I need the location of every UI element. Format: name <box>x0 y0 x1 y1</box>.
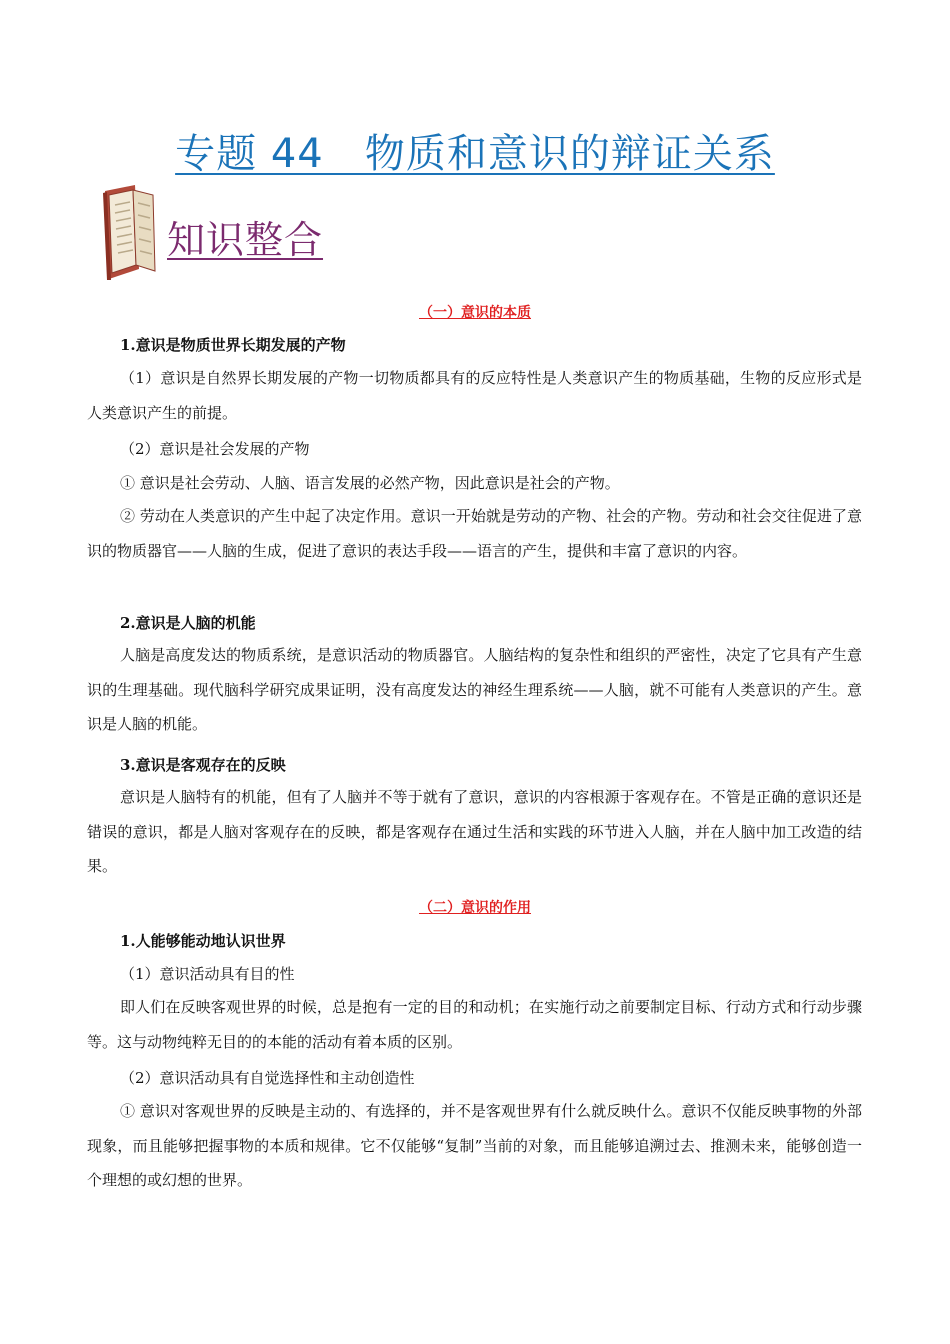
section-heading: （一）意识的本质 <box>419 305 531 321</box>
paragraph: 意识是人脑特有的机能，但有了人脑并不等于就有了意识，意识的内容根源于客观存在。不管是正确的意识还是错误的意识，都是人脑对客观存在的反映，都是客观存在通过生活和实践的环节进入人脑，并在人脑中加工改造的结果。 <box>87 788 862 875</box>
heading: 3.意识是客观存在的反映 <box>120 756 286 774</box>
heading: 1.意识是物质世界长期发展的产物 <box>120 336 346 354</box>
sub-heading: （2）意识是社会发展的产物 <box>120 440 310 458</box>
book-icon <box>95 185 165 280</box>
heading: 1.人能够能动地认识世界 <box>120 932 286 950</box>
section-heading: （二）意识的作用 <box>419 900 531 916</box>
page-title-text: 专题 44 物质和意识的辩证关系 <box>175 131 775 177</box>
banner-label: 知识整合 <box>167 218 324 262</box>
paragraph: ② 劳动在人类意识的产生中起了决定作用。意识一开始就是劳动的产物、社会的产物。劳动和社会交往促进了意识的物质器官——人脑的生成，促进了意识的表达手段——语言的产生，提供和丰富了意识的内容。 <box>87 507 862 560</box>
page-title <box>0 122 950 179</box>
paragraph: 人脑是高度发达的物质系统，是意识活动的物质器官。人脑结构的复杂性和组织的严密性，决定了它具有产生意识的生理基础。现代脑科学研究成果证明，没有高度发达的神经生理系统——人脑，就不可能有人类意识的产生。意识是人脑的机能。 <box>87 646 862 733</box>
sub-heading: （2）意识活动具有自觉选择性和主动创造性 <box>120 1069 415 1087</box>
paragraph: ① 意识对客观世界的反映是主动的、有选择的，并不是客观世界有什么就反映什么。意识不仅能反映事物的外部现象，而且能够把握事物的本质和规律。它不仅能够“复制”当前的对象，而且能够追溯过去、推测未来，能够创造一个理想的或幻想的世界。 <box>87 1102 862 1189</box>
heading: 2.意识是人脑的机能 <box>120 614 256 632</box>
section-banner <box>95 185 355 280</box>
sub-heading: （1）意识活动具有目的性 <box>120 965 295 983</box>
list-item: ① 意识是社会劳动、人脑、语言发展的必然产物，因此意识是社会的产物。 <box>120 474 620 492</box>
paragraph: 即人们在反映客观世界的时候，总是抱有一定的目的和动机；在实施行动之前要制定目标、行动方式和行动步骤等。这与动物纯粹无目的的本能的活动有着本质的区别。 <box>87 998 862 1051</box>
paragraph: （1）意识是自然界长期发展的产物一切物质都具有的反应特性是人类意识产生的物质基础，生物的反应形式是人类意识产生的前提。 <box>87 369 862 422</box>
